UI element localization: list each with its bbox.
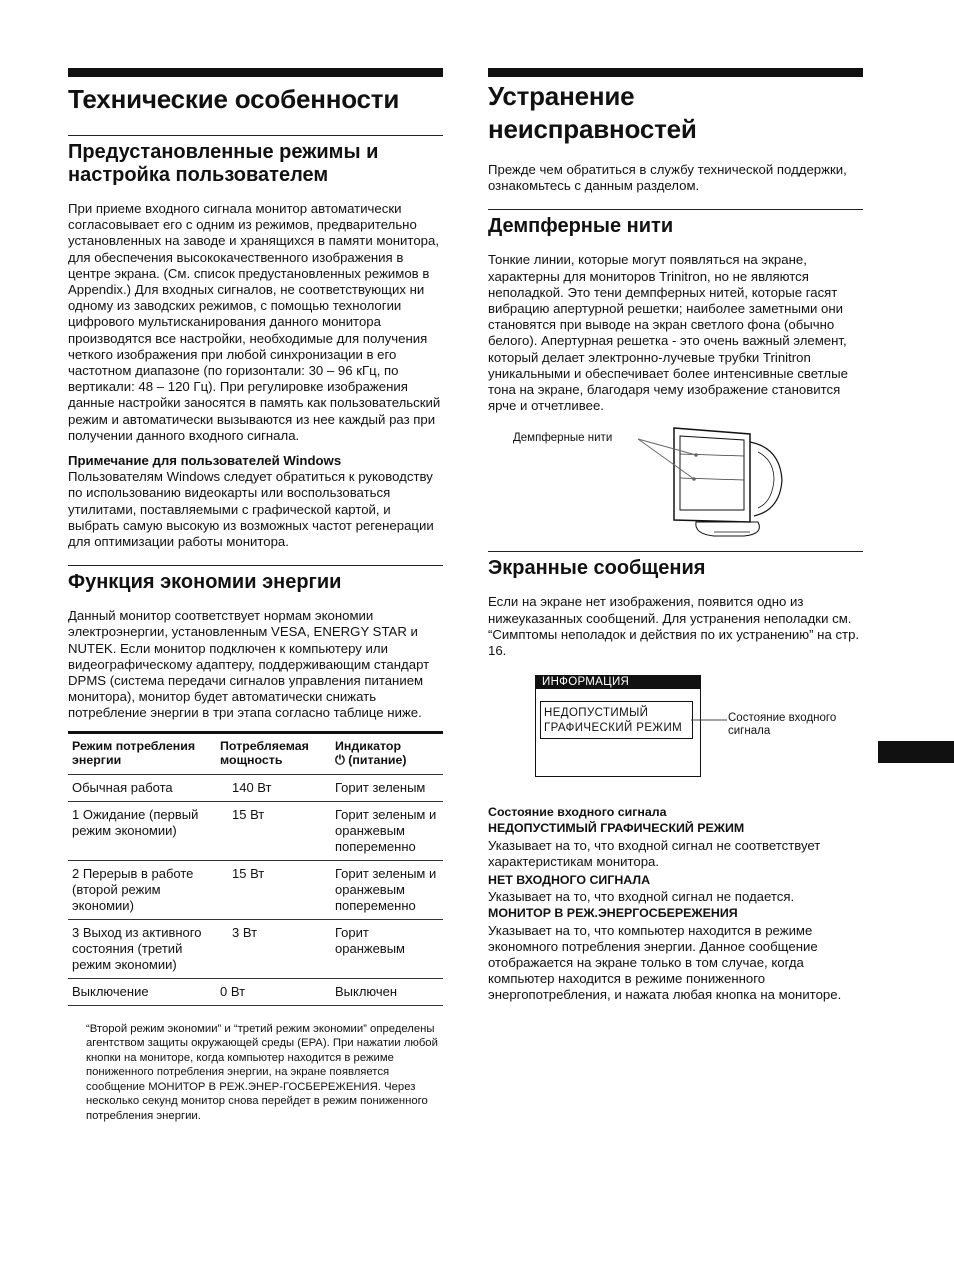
title-line-1: Устранение	[488, 81, 635, 111]
status-no-signal-title: НЕТ ВХОДНОГО СИГНАЛА	[488, 873, 651, 888]
cell-indicator: Горит зеленым	[331, 774, 443, 801]
header-indicator: Индикатор ⏻ (питание)	[335, 738, 407, 768]
divider	[488, 209, 863, 210]
osd-line-1: НЕДОПУСТИМЫЙ	[544, 707, 649, 720]
osd-window	[535, 675, 701, 777]
power-saving-text: Данный монитор соответствует нормам экономии электроэнергии, установленным VESA, ENERGY STAR и NUTEK. Если монитор подключен к компьютеру или видеографическому адаптеру, поддерживающим стандарт DPMS (система передачи сигналов управления питанием монитора), монитор будет автоматически снижать потребление энергии в три этапа согласно таблице ниже.	[68, 608, 430, 721]
cell-power: 15 Вт	[216, 860, 331, 919]
damper-wires-label: Демпферные нити	[513, 432, 613, 445]
cell-mode: 3 Выход из активного состояния (третий режим экономии)	[68, 919, 216, 978]
heading-power-saving: Функция экономии энергии	[68, 571, 342, 594]
heading-preset-modes: Предустановленные режимы и настройка пользователем	[68, 141, 379, 186]
osd-callout	[728, 712, 836, 738]
status-power-save-title: МОНИТОР В РЕЖ.ЭНЕРГОСБЕРЕЖЕНИЯ	[488, 906, 738, 921]
cell-mode: 1 Ожидание (первый режим экономии)	[68, 801, 216, 860]
status-invalid-mode-text: Указывает на то, что входной сигнал не соответствует характеристикам монитора.	[488, 837, 821, 869]
page-title-troubleshooting	[488, 80, 863, 146]
windows-note-title: Примечание для пользователей Windows	[68, 453, 342, 469]
table-header-row	[68, 732, 443, 774]
header-mode: Режим потребления энергии	[72, 738, 196, 768]
divider	[488, 551, 863, 552]
page-title-features: Технические особенности	[68, 84, 400, 114]
screen-messages-text: Если на экране нет изображения, появится одно из нижеуказанных сообщений. Для устранения неполадки см. “Симптомы неполадок и действия по их устранению” на стр. 16.	[488, 594, 860, 659]
cell-mode: Выключение	[68, 978, 216, 1005]
input-status-title: Состояние входного сигнала	[488, 805, 667, 820]
divider	[68, 135, 443, 136]
osd-message-box	[540, 701, 693, 739]
epa-footnote: “Второй режим экономии” и “третий режим экономии” определены агентством защиты окружающей среды (EPA). При нажатии любой кнопки на мониторе, когда компьютер находится в режиме пониженного потребления энергии, на экране появляется сообщение МОНИТОР В РЕЖ.ЭНЕР-ГОСБЕРЕЖЕНИЯ. Через несколько секунд монитор снова перейдет в режим пониженного потребления энергии.	[86, 1022, 438, 1122]
cell-power: 140 Вт	[216, 774, 331, 801]
cell-indicator: Горит оранжевым	[331, 919, 443, 978]
cell-power: 0 Вт	[216, 978, 331, 1005]
cell-indicator: Горит зеленым и оранжевым попеременно	[331, 801, 443, 860]
status-no-signal-text: Указывает на то, что входной сигнал не подается.	[488, 889, 795, 905]
windows-note-text: Пользователям Windows следует обратиться к руководству по использованию видеокарты или воспользоваться утилитами, поставляемыми с графической картой, и выбрать самую высокую из возможных частот регенерации для оптимизации работы монитора.	[68, 469, 434, 550]
left-column	[68, 68, 443, 1123]
cell-power: 15 Вт	[216, 801, 331, 860]
table-row	[68, 860, 443, 919]
table-row	[68, 774, 443, 801]
status-power-save-text: Указывает на то, что компьютер находится в режиме экономного потребления энергии. Данное сообщение отображается на экране только в том случае, когда компьютер находится в режиме пониженного энергопотребления, и нажата любая кнопка на мониторе.	[488, 922, 842, 1003]
section-bar	[488, 68, 863, 77]
table-row	[68, 919, 443, 978]
cell-indicator: Выключен	[331, 978, 443, 1005]
power-symbol-icon: ⏻	[335, 753, 345, 768]
osd-callout-line-1: Состояние входного	[728, 712, 837, 725]
status-invalid-mode-title: НЕДОПУСТИМЫЙ ГРАФИЧЕСКИЙ РЕЖИМ	[488, 821, 745, 836]
table-row	[68, 801, 443, 860]
section-bar	[68, 68, 443, 77]
cell-mode: 2 Перерыв в работе (второй режим экономии)	[68, 860, 216, 919]
damper-wires-text: Тонкие линии, которые могут появляться на экране, характерны для мониторов Trinitron, но не являются неполадкой. Это тени демпферных нитей, которые гасят вибрацию апертурной решетки; наиболее заметными они становятся при выводе на экран светлого фона (обычно белого). Апертурная решетка - это очень важный элемент, который делает электронно-лучевые трубки Trinitron уникальными и обеспечивает более интенсивные светлые тона на экране, благодаря чему изображение становится ярче и отчетливее.	[488, 252, 848, 414]
osd-callout-line	[691, 718, 731, 722]
cell-power: 3 Вт	[216, 919, 331, 978]
osd-line-2: ГРАФИЧЕСКИЙ РЕЖИМ	[544, 722, 683, 735]
table-row	[68, 978, 443, 1005]
preset-modes-text: При приеме входного сигнала монитор автоматически согласовывает его с одним из режимов, предварительно установленных на заводе и хранящихся в памяти монитора, для обеспечения высококачественного изображения в центре экрана. (См. список предустановленных режимов в Appendix.) Для входных сигналов, не соответствующих ни одному из заводских режимов, с помощью технологии цифрового мультисканирования данного монитора производятся все настройки, необходимые для получения четкого изображения при любой синхронизации в его частотном диапазоне (по горизонтали: 30 – 96 кГц, по вертикали: 48 – 120 Гц). При регулировке изображения данные настройки заносятся в память как пользовательский режим и автоматически вызываются из нее каждый раз при получении данного входного сигнала.	[68, 201, 441, 443]
divider	[68, 565, 443, 566]
right-column	[488, 68, 863, 1004]
power-modes-table	[68, 731, 443, 1006]
cell-indicator: Горит зеленым и оранжевым попеременно	[331, 860, 443, 919]
input-status-block	[488, 804, 863, 1003]
monitor-figure	[488, 424, 863, 544]
osd-header: ИНФОРМАЦИЯ	[536, 676, 700, 689]
troubleshooting-intro: Прежде чем обратиться в службу технической поддержки, ознакомьтесь с данным разделом.	[488, 162, 847, 194]
heading-screen-messages: Экранные сообщения	[488, 557, 706, 580]
header-power: Потребляемая мощность	[220, 738, 309, 768]
osd-callout-line-2: сигнала	[728, 725, 771, 738]
language-side-tab	[878, 741, 954, 763]
cell-mode: Обычная работа	[68, 774, 216, 801]
monitor-illustration	[488, 424, 863, 544]
heading-damper-wires: Демпферные нити	[488, 215, 674, 238]
osd-example	[488, 675, 863, 785]
title-line-2: неисправностей	[488, 114, 697, 144]
